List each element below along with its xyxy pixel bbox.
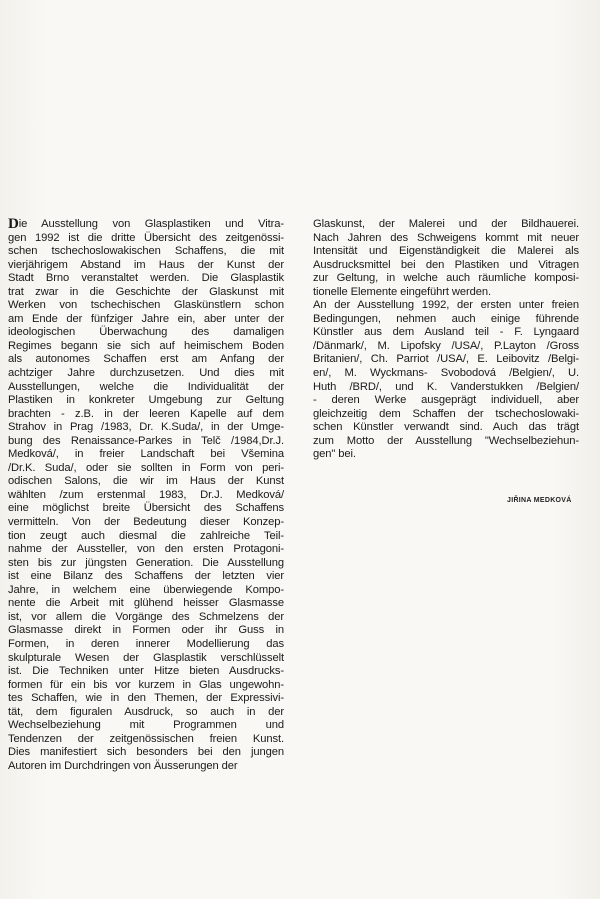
text-line-first: Die Ausstellung von Glasplastiken und Vitra- <box>8 216 284 232</box>
text-line: sten bis zur jüngsten Generation. Die Ausstellung <box>8 556 284 569</box>
text-line: skulpturale Wesen der Glasplastik verschlüsselt <box>8 651 284 664</box>
text-line: Medková/, in freier Landschaft bei Všemina <box>8 448 284 461</box>
text-line: Plastiken in konkreter Umgebung zur Geltung <box>8 394 284 407</box>
text-line: schen tschechoslowakischen Schaffens, die mit <box>8 245 284 258</box>
text-line: Stadt Brno veranstaltet werden. Die Glasplastik <box>8 272 284 285</box>
text-line: Jahre, in welchem eine überwiegende Kompo- <box>8 583 284 596</box>
text-line: Formen, in deren innerer Modellierung das <box>8 637 284 650</box>
text-line: Werken von tschechischen Glaskünstlern schon <box>8 299 284 312</box>
text-line: ideologischen Überwachung des damaligen <box>8 326 284 339</box>
text-line: eine möglichst breite Übersicht des Schaffens <box>8 502 284 515</box>
text-line: Ausdrucksmittel bei den Plastiken und Vitragen <box>313 258 579 271</box>
text-line: vermitteln. Von der Bedeutung dieser Konzep- <box>8 516 284 529</box>
text-line: Intensität und Eigenständigkeit die Malerei als <box>313 245 579 258</box>
text-line: gleichzeitig dem Schaffen der tschechoslowaki- <box>313 407 579 420</box>
text-line: gen 1992 ist die dritte Übersicht des zeitgenössi- <box>8 231 284 244</box>
text-line: Britanien/, Ch. Parriot /USA/, E. Leibovitz /Belgi- <box>313 353 579 366</box>
text-line: Bedingungen, nehmen auch einige führende <box>313 312 579 325</box>
right-text-column <box>313 218 579 462</box>
text-line: Ausstellungen, welche die Individualität der <box>8 380 284 393</box>
text-line: als autonomes Schaffen erst am Anfang der <box>8 353 284 366</box>
text-line: vierjährigem Abstand im Haus der Kunst der <box>8 258 284 271</box>
text-line: /Dr.K. Suda/, oder sie sollten in Form von peri- <box>8 461 284 474</box>
text-line: nente die Arbeit mit glühend heisser Glasmasse <box>8 597 284 610</box>
text-line: Huth /BRD/, und K. Vanderstukken /Belgien/ <box>313 380 579 393</box>
text-line: ist. Die Techniken unter Hitze bieten Ausdrucks- <box>8 665 284 678</box>
text-line: An der Ausstellung 1992, der ersten unter freien <box>313 299 579 312</box>
text-line: trat zwar in die Geschichte der Glaskunst mit <box>8 285 284 298</box>
text-line: schen Künstler verwandt sind. Auch das trägt <box>313 421 579 434</box>
text-line: - deren Werke ausgeprägt individuell, aber <box>313 394 579 407</box>
text-line: Wechselbeziehung mit Programmen und <box>8 719 284 732</box>
text-line: wählten /zum erstenmal 1983, Dr.J. Medková/ <box>8 488 284 501</box>
text-line: Regimes begann sie sich auf heimischem Boden <box>8 339 284 352</box>
text-line: Nach Jahren des Schweigens kommt mit neuer <box>313 231 579 244</box>
text-line: tes Schaffen, wie in den Themen, der Expressivi- <box>8 692 284 705</box>
text-line: formen für ein bis vor kurzem in Glas ungewohn- <box>8 678 284 691</box>
text-line: bung des Renaissance-Parkes in Telč /1984,Dr.J. <box>8 434 284 447</box>
drop-cap: D <box>8 216 19 232</box>
text-line: Autoren im Durchdringen von Äusserungen der <box>8 759 238 772</box>
text-line: zur Geltung, in welche auch räumliche komposi- <box>313 272 579 285</box>
text-line: brachten - z.B. in der leeren Kapelle auf dem <box>8 407 284 420</box>
text-line: en/, M. Wyckmans- Svobodová /Belgien/, U. <box>313 367 579 380</box>
text-line: /Dänmark/, M. Lipofsky /USA/, P.Layton /Gross <box>313 339 579 352</box>
text-line: gen" bei. <box>313 448 356 461</box>
text-line: Glaskunst, der Malerei und der Bildhauerei. <box>313 218 579 230</box>
text-line: odischen Salons, die wir im Haus der Kunst <box>8 475 284 488</box>
text-line: Tendenzen der zeitgenössischen freien Kunst. <box>8 732 284 745</box>
text-line: ist eine Bilanz des Schaffens der letzten vier <box>8 570 284 583</box>
text-line: Dies manifestiert sich besonders bei den jungen <box>8 746 284 759</box>
text-line: Künstler aus dem Ausland teil - F. Lyngaard <box>313 326 579 339</box>
text-line: Glasmasse direkt in Formen oder ihr Guss in <box>8 624 284 637</box>
text-line: nahme der Aussteller, von den ersten Protagoni- <box>8 543 284 556</box>
left-text-column <box>8 218 284 773</box>
text-line: tionelle Elemente eingeführt werden. <box>313 285 492 298</box>
text-line: tät, dem figuralen Ausdruck, so auch in der <box>8 705 284 718</box>
author-signature: JIŘINA MEDKOVÁ <box>507 497 572 504</box>
text-line: zum Motto der Ausstellung "Wechselbeziehun- <box>313 434 579 447</box>
text-line: achtziger Jahre durchzusetzen. Und dies mit <box>8 367 284 380</box>
text-line: am Ende der fünfziger Jahre ein, aber unter der <box>8 312 284 325</box>
text-line: tion zeugt auch diesmal die zahlreiche Teil- <box>8 529 284 542</box>
text-line: Strahov in Prag /1983, Dr. K.Suda/, in der Umge- <box>8 421 284 434</box>
text-line: ist, vor allem die Vorgänge des Schmelzens der <box>8 610 284 623</box>
